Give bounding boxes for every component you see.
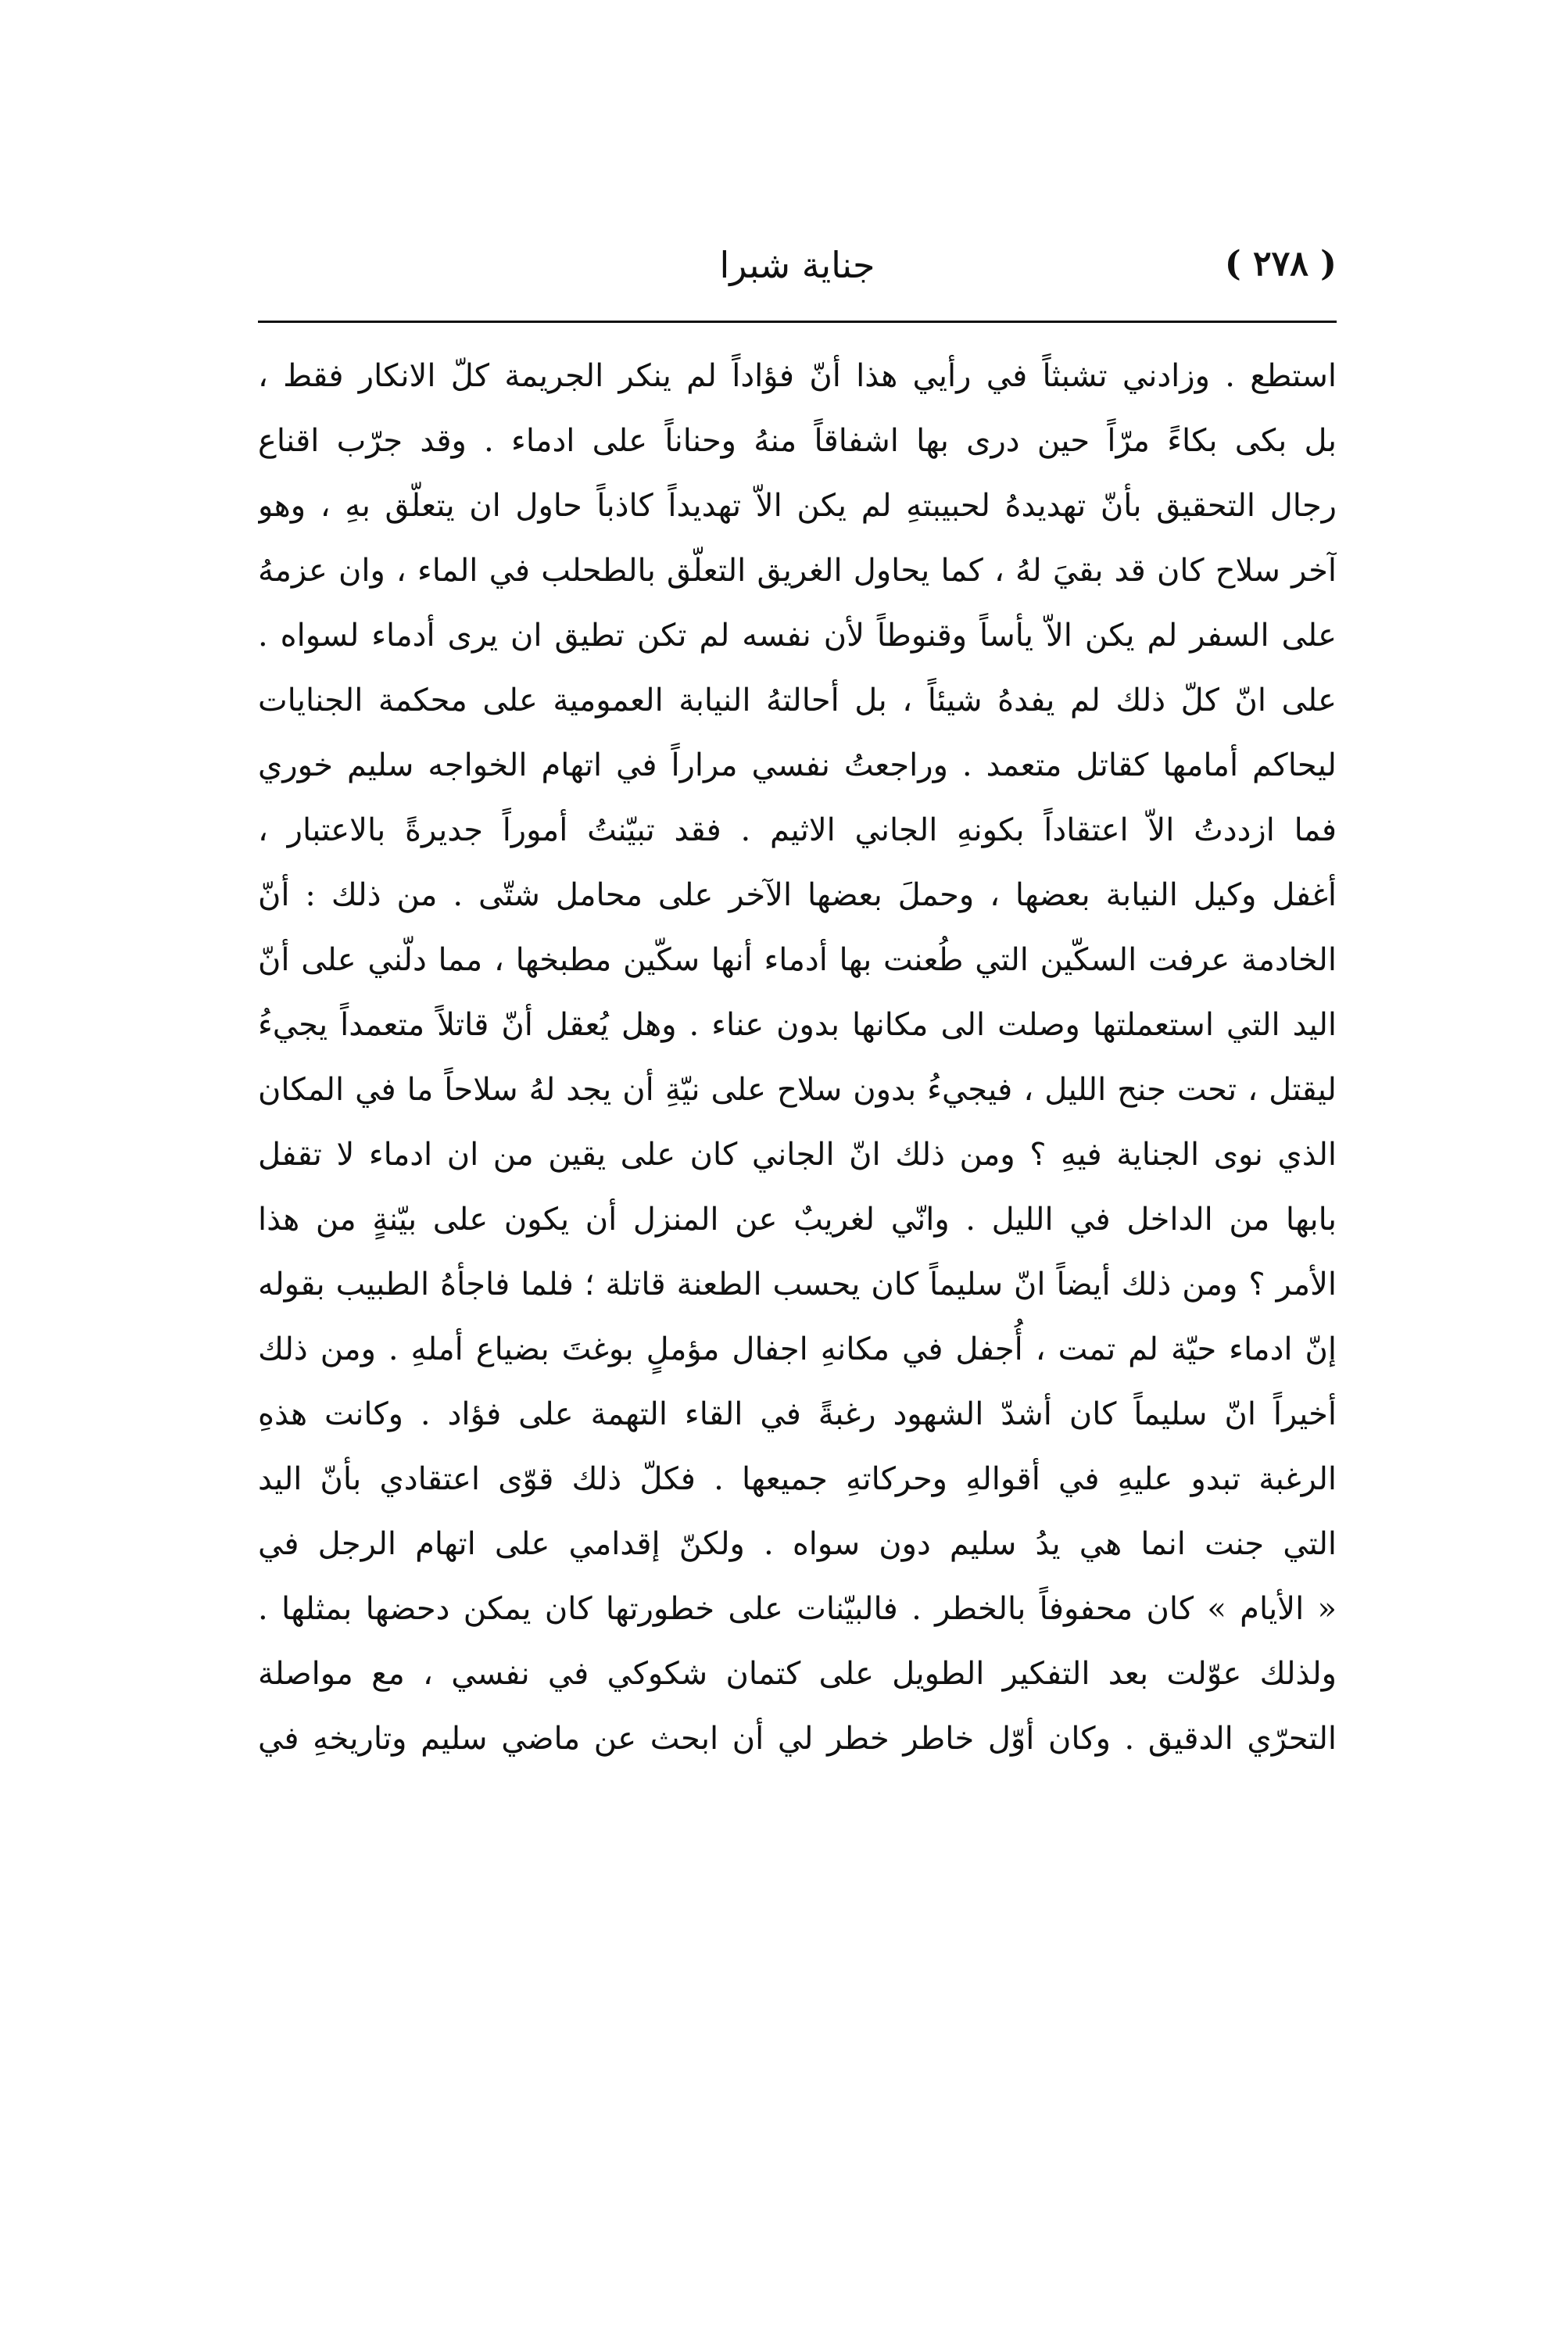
text-line: بابها من الداخل في الليل . وانّي لغريبٌ عن المنزل أن يكون على بيّنةٍ من هذا	[258, 1202, 1337, 1238]
text-line: الخادمة عرفت السكّين التي طُعنت بها أدماء أنها سكّين مطبخها ، مما دلّني على أنّ	[258, 942, 1337, 978]
text-line: « الأيام » كان محفوفاً بالخطر . فالبيّنات على خطورتها كان يمكن دحضها بمثلها .	[258, 1591, 1337, 1627]
text-line: على السفر لم يكن الاّ يأساً وقنوطاً لأن نفسه لم تكن تطيق ان يرى أدماء لسواه .	[258, 618, 1337, 654]
text-line: إنّ ادماء حيّة لم تمت ، أُجفل في مكانهِ اجفال مؤملٍ بوغتَ بضياع أملهِ . ومن ذلك	[258, 1331, 1337, 1367]
text-line: أخيراً انّ سليماً كان أشدّ الشهود رغبةً في القاء التهمة على فؤاد . وكانت هذهِ	[258, 1396, 1337, 1432]
text-line: استطع . وزادني تشبثاً في رأيي هذا أنّ فؤاداً لم ينكر الجريمة كلّ الانكار فقط ،	[258, 358, 1337, 394]
header-rule	[258, 321, 1337, 323]
page-number: ( ٢٧٨ )	[1224, 244, 1337, 284]
text-line: ليحاكم أمامها كقاتل متعمد . وراجعتُ نفسي مراراً في اتهام الخواجه سليم خوري	[258, 747, 1337, 783]
text-line: رجال التحقيق بأنّ تهديدهُ لحبيبتهِ لم يكن الاّ تهديداً كاذباً حاول ان يتعلّق بهِ ، وهو	[258, 488, 1337, 524]
text-line: الرغبة تبدو عليهِ في أقوالهِ وحركاتهِ جميعها . فكلّ ذلك قوّى اعتقادي بأنّ اليد	[258, 1461, 1337, 1497]
text-line: التحرّي الدقيق . وكان أوّل خاطر خطر لي أن ابحث عن ماضي سليم وتاريخهِ في	[258, 1721, 1337, 1757]
text-line: اليد التي استعملتها وصلت الى مكانها بدون عناء . وهل يُعقل أنّ قاتلاً متعمداً يجيءُ	[258, 1007, 1337, 1043]
text-line: فما ازددتُ الاّ اعتقاداً بكونهِ الجاني الاثيم . فقد تبيّنتُ أموراً جديرةً بالاعتبار ،	[258, 812, 1337, 848]
text-line: آخر سلاح كان قد بقيَ لهُ ، كما يحاول الغريق التعلّق بالطحلب في الماء ، وان عزمهُ	[258, 553, 1337, 589]
running-title: جناية شبرا	[719, 244, 875, 286]
body-text	[258, 344, 1337, 1772]
text-line: التي جنت انما هي يدُ سليم دون سواه . ولكنّ إقدامي على اتهام الرجل في	[258, 1526, 1337, 1562]
text-line: على انّ كلّ ذلك لم يفدهُ شيئاً ، بل أحالتهُ النيابة العمومية على محكمة الجنايات	[258, 683, 1337, 718]
text-line: ليقتل ، تحت جنح الليل ، فيجيءُ بدون سلاح على نيّةِ أن يجد لهُ سلاحاً ما في المكان	[258, 1072, 1337, 1108]
text-line: الذي نوى الجناية فيهِ ؟ ومن ذلك انّ الجاني كان على يقين من ان ادماء لا تقفل	[258, 1137, 1337, 1173]
text-line: بل بكى بكاءً مرّاً حين درى بها اشفاقاً منهُ وحناناً على ادماء . وقد جرّب اقناع	[258, 423, 1337, 459]
page-header	[258, 244, 1337, 306]
text-line: الأمر ؟ ومن ذلك أيضاً انّ سليماً كان يحسب الطعنة قاتلة ؛ فلما فاجأهُ الطبيب بقوله	[258, 1267, 1337, 1302]
text-line: أغفل وكيل النيابة بعضها ، وحملَ بعضها الآخر على محامل شتّى . من ذلك : أنّ	[258, 877, 1337, 913]
text-line: ولذلك عوّلت بعد التفكير الطويل على كتمان شكوكي في نفسي ، مع مواصلة	[258, 1656, 1337, 1692]
